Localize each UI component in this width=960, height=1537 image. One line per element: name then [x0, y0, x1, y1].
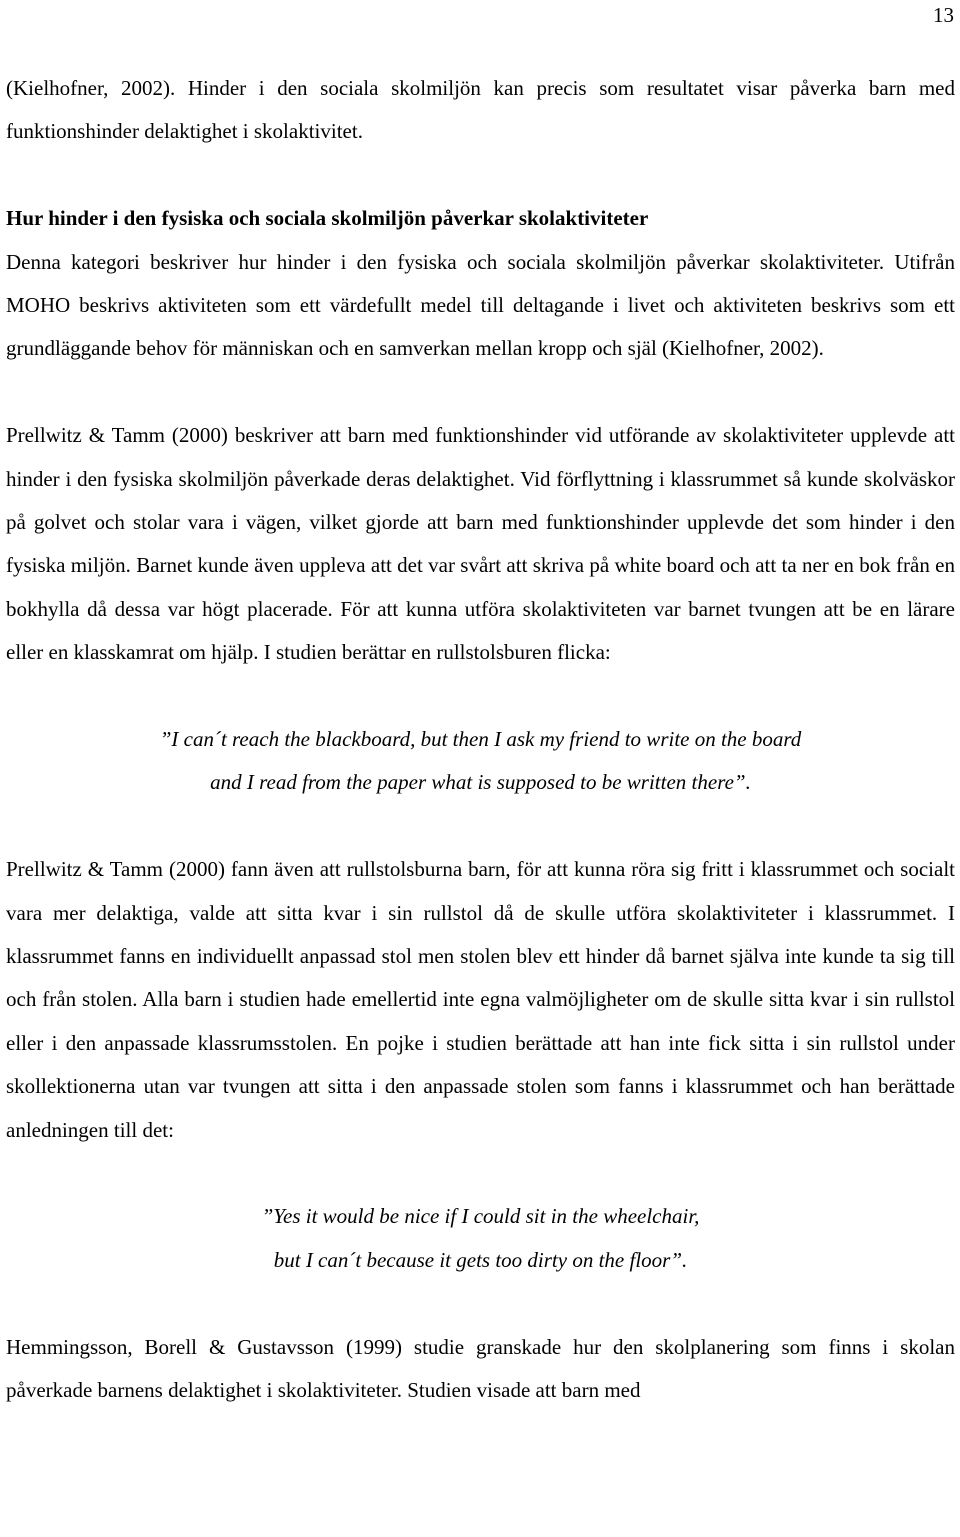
document-body — [6, 67, 955, 1413]
quote-boy — [6, 1195, 955, 1282]
quote-girl-line-2: and I read from the paper what is supposed to be written there”. — [210, 770, 751, 795]
paragraph-intro: (Kielhofner, 2002). Hinder i den sociala skolmiljön kan precis som resultatet visar påverka barn med funktionshinder delaktighet i skolaktivitet. — [6, 76, 955, 144]
section-heading: Hur hinder i den fysiska och sociala skolmiljön påverkar skolaktiviteter — [6, 206, 649, 231]
paragraph-prellwitz-2: Prellwitz & Tamm (2000) fann även att rullstolsburna barn, för att kunna röra sig fritt i klassrummet och socialt vara mer delaktiga, valde att sitta kvar i sin rullstol då de skulle utföra skolaktiviteter i klassrummet. I klassrummet fanns en individuellt anpassad stol men stolen blev ett hinder då barnet själva inte kunde ta sig till och från stolen. Alla barn i studien hade emellertid inte egna valmöjligheter om de skulle sitta kvar i sin rullstol eller i den anpassade klassrumsstolen. En pojke i studien berättade att han inte fick sitta i sin rullstol under skollektionerna utan var tvungen att sitta i den anpassade stolen som fanns i klassrummet och han berättade anledningen till det: — [6, 857, 955, 1142]
quote-boy-line-2: but I can´t because it gets too dirty on the floor”. — [273, 1247, 688, 1272]
paragraph-prellwitz-1: Prellwitz & Tamm (2000) beskriver att barn med funktionshinder vid utförande av skolaktiviteter upplevde att hinder i den fysiska skolmiljön påverkade deras delaktighet. Vid förflyttning i klassrummet så kunde skolväskor på golvet och stolar vara i vägen, vilket gjorde att barn med funktionshinder upplevde det som hinder i den fysiska miljön. Barnet kunde även uppleva att det var svårt att skriva på white board och att ta ner en bok från en bokhylla då dessa var högt placerade. För att kunna utföra skolaktiviteten var barnet tvungen att be en lärare eller en klasskamrat om hjälp. I studien berättar en rullstolsburen flicka: — [6, 423, 955, 665]
quote-boy-line-1: ”Yes it would be nice if I could sit in the wheelchair, — [261, 1204, 700, 1229]
quote-girl-line-1: ”I can´t reach the blackboard, but then I ask my friend to write on the board — [159, 727, 802, 752]
page-number: 13 — [933, 3, 954, 27]
paragraph-category: Denna kategori beskriver hur hinder i den fysiska och sociala skolmiljön påverkar skolaktiviteter. Utifrån MOHO beskrivs aktiviteten som ett värdefullt medel till deltagande i livet och aktiviteten beskrivs som ett grundläggande behov för människan och en samverkan mellan kropp och själ (Kielhofner, 2002). — [6, 249, 955, 361]
paragraph-hemmingsson: Hemmingsson, Borell & Gustavsson (1999) studie granskade hur den skolplanering som finns i skolan påverkade barnens delaktighet i skolaktiviteter. Studien visade att barn med — [6, 1334, 955, 1403]
quote-girl — [6, 718, 955, 805]
